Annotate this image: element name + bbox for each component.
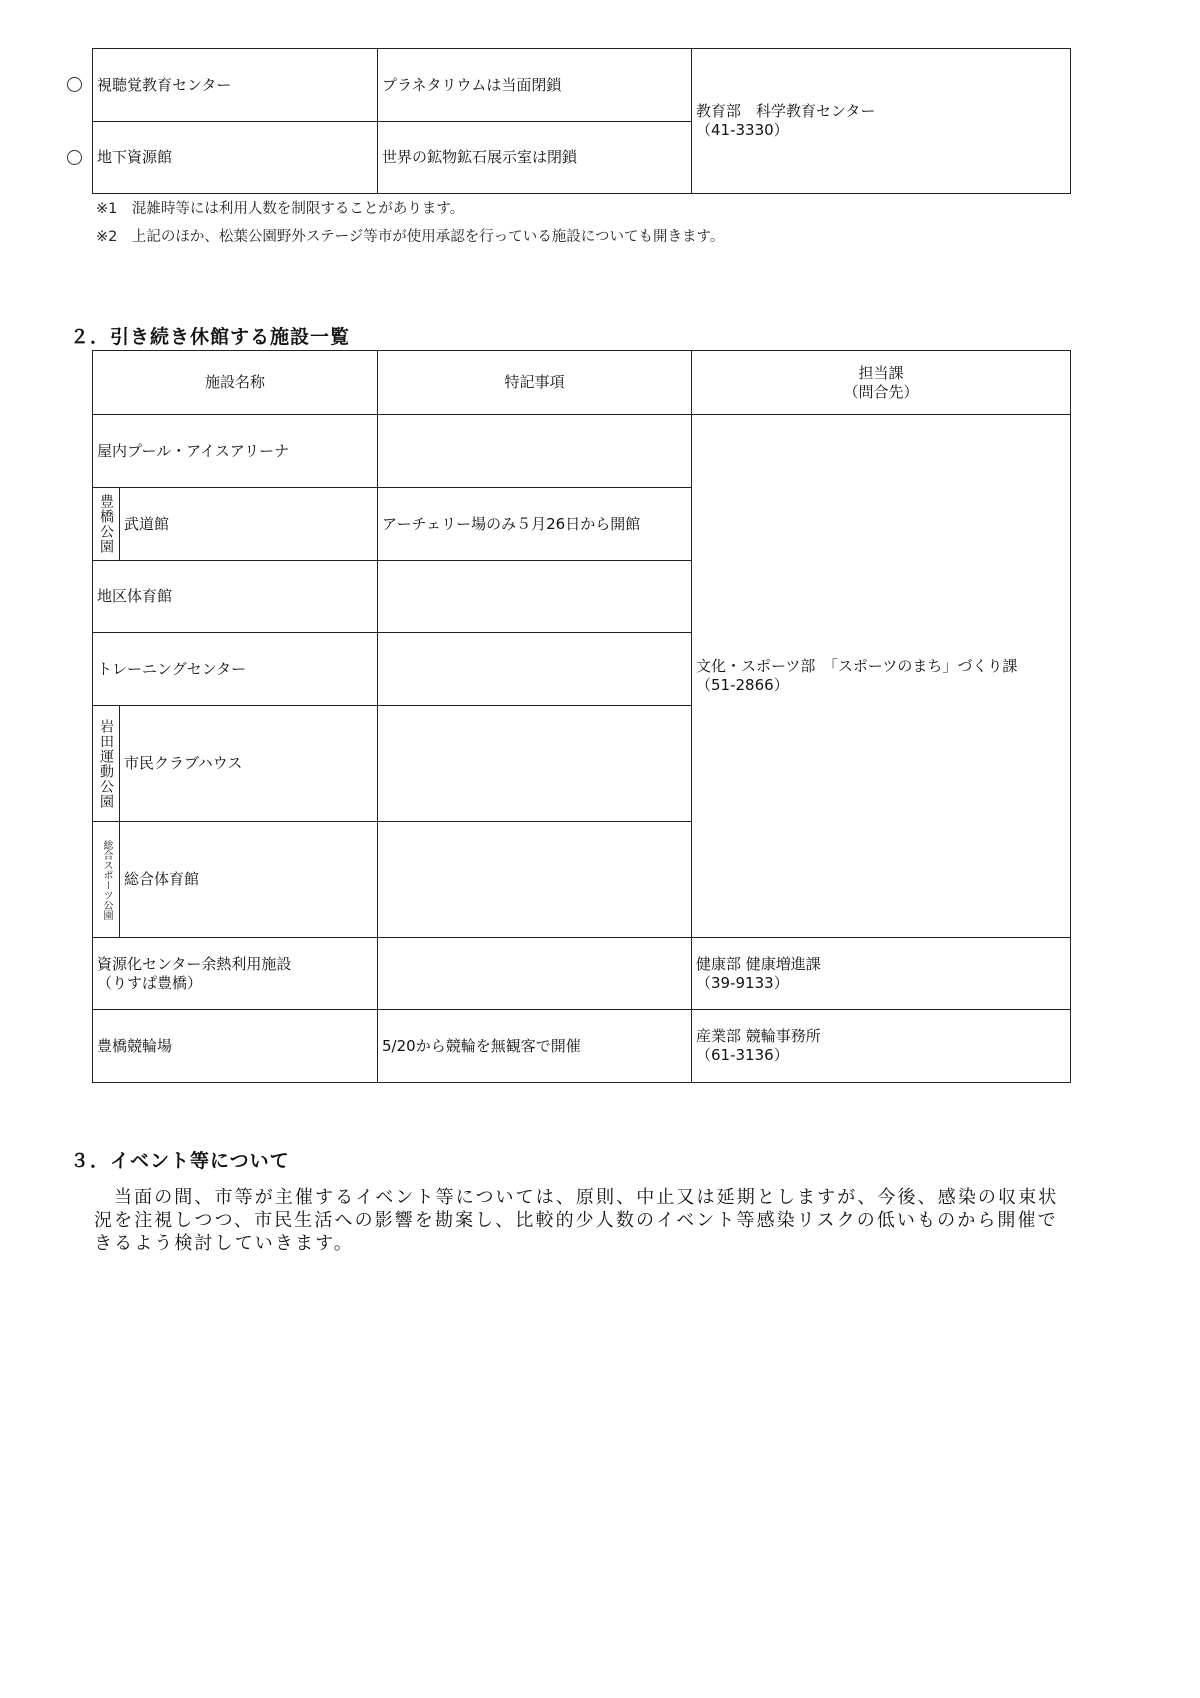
facility-name — [93, 938, 378, 1010]
contact-cell — [692, 938, 1071, 1010]
facility-name: 総合体育館 — [120, 822, 378, 938]
contact-phone: （39-9133） — [696, 973, 789, 992]
facility-name: 地下資源館 — [93, 122, 378, 194]
facility-note — [378, 938, 692, 1010]
facility-name: 豊橋競輪場 — [93, 1010, 378, 1083]
facility-note — [378, 415, 692, 488]
header-facility-name: 施設名称 — [93, 351, 378, 415]
facility-name: 武道館 — [120, 488, 378, 561]
facility-note — [378, 822, 692, 938]
contact-dept: 文化・スポーツ部 「スポーツのまち」づくり課 — [696, 657, 1018, 675]
footnote-1: ※1 混雑時等には利用人数を制限することがあります。 — [96, 201, 465, 217]
facility-note — [378, 633, 692, 706]
table-row — [93, 415, 1071, 488]
table-row — [93, 1010, 1071, 1083]
facility-note — [378, 706, 692, 822]
section-3-body: 当面の間、市等が主催するイベント等については、原則、中止又は延期としますが、今後、感染の収束状況を注視しつつ、市民生活への影響を勘案し、比較的少人数のイベント等感染リスクの低いものから開催できるよう検討していきます。 — [94, 1187, 1059, 1254]
table-header-row — [93, 351, 1071, 415]
section-3-heading: ３．イベント等について — [70, 1150, 290, 1172]
park-group-label: 豊橋公園 — [93, 488, 120, 561]
header-contact-line2: （問合先） — [843, 382, 919, 401]
table-row — [93, 49, 1071, 122]
facility-note: プラネタリウムは当面閉鎖 — [378, 49, 692, 122]
facility-name: 視聴覚教育センター — [93, 49, 378, 122]
contact-dept: 健康部 健康増進課 — [696, 954, 821, 973]
contact-phone: （51-2866） — [696, 676, 789, 694]
facility-name: 屋内プール・アイスアリーナ — [93, 415, 378, 488]
park-group-label: 総合スポーツ公園 — [93, 822, 120, 938]
closed-facilities-table — [92, 350, 1071, 1083]
contact-cell — [692, 415, 1071, 938]
facility-name: トレーニングセンター — [93, 633, 378, 706]
header-note: 特記事項 — [378, 351, 692, 415]
header-contact — [692, 351, 1071, 415]
header-contact-line1: 担当課 — [858, 363, 904, 382]
contact-dept: 産業部 競輪事務所 — [696, 1027, 821, 1045]
table-row — [93, 938, 1071, 1010]
section-2-heading: ２．引き続き休館する施設一覧 — [70, 326, 351, 348]
footnote-2: ※2 上記のほか、松葉公園野外ステージ等市が使用承認を行っている施設についても開きます。 — [96, 229, 725, 245]
contact-cell — [692, 49, 1071, 194]
facility-name: 市民クラブハウス — [120, 706, 378, 822]
circle-marker-icon — [67, 77, 82, 92]
facility-note: 5/20から競輪を無観客で開催 — [378, 1010, 692, 1083]
facility-name-line1: 資源化センター余熱利用施設 — [97, 954, 292, 973]
facility-note: アーチェリー場のみ５月26日から開館 — [378, 488, 692, 561]
contact-dept: 教育部 科学教育センター — [696, 102, 876, 120]
park-group-label: 岩田運動公園 — [93, 706, 120, 822]
open-facilities-table — [92, 48, 1071, 194]
facility-name-line2: （りすぱ豊橋） — [97, 973, 203, 992]
facility-name: 地区体育館 — [93, 561, 378, 633]
facility-note — [378, 561, 692, 633]
circle-marker-icon — [67, 150, 82, 165]
contact-phone: （61-3136） — [696, 1046, 789, 1064]
contact-phone: （41-3330） — [696, 121, 789, 139]
facility-note: 世界の鉱物鉱石展示室は閉鎖 — [378, 122, 692, 194]
contact-cell — [692, 1010, 1071, 1083]
